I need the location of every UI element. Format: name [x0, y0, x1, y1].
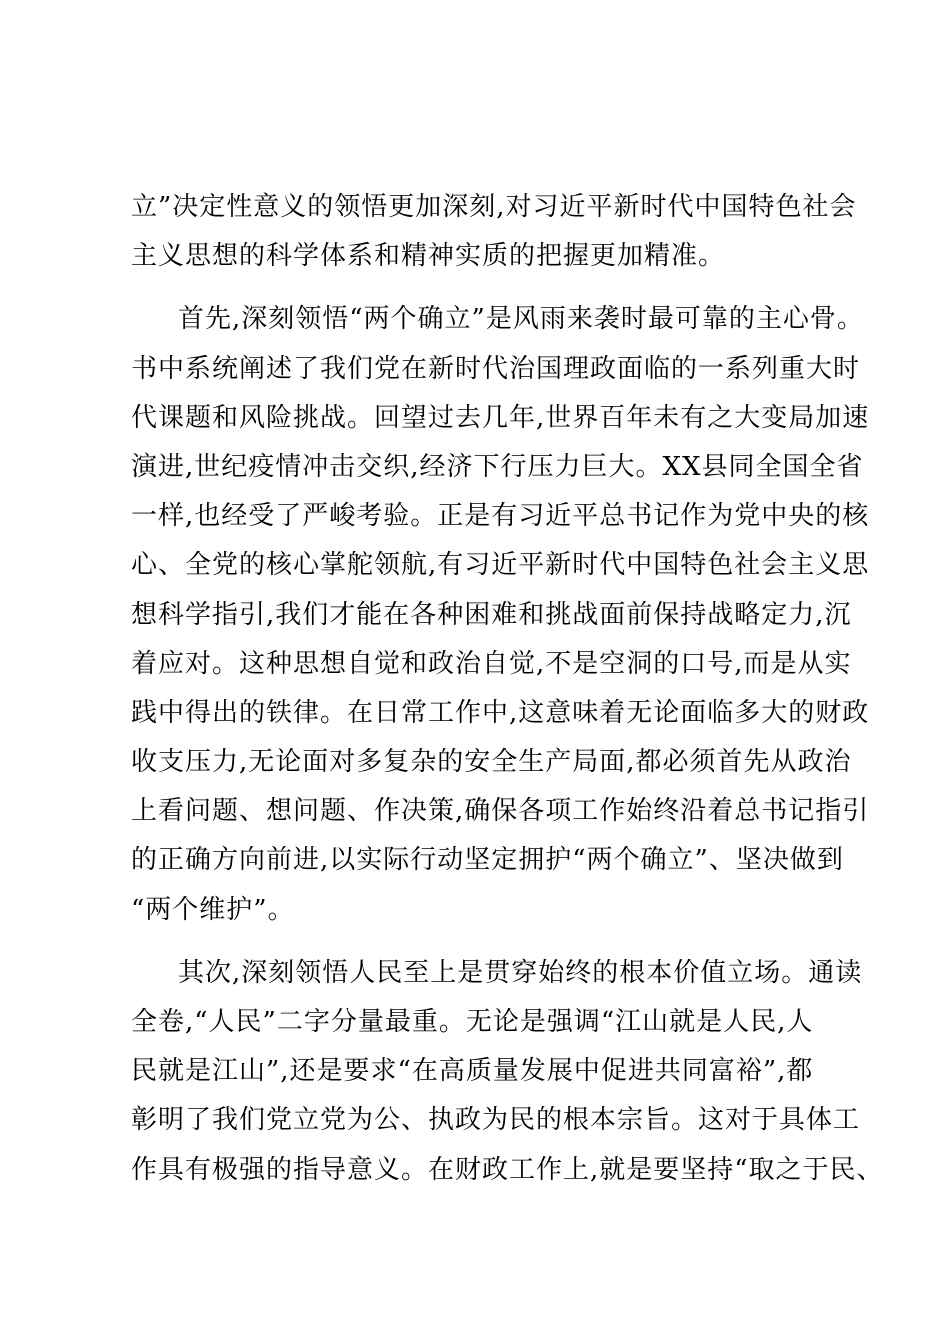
text-line: 全卷,“人民”二字分量最重。无论是强调“江山就是人民,人 — [131, 1007, 814, 1037]
document-body — [131, 183, 884, 1195]
text-line: 作具有极强的指导意义。在财政工作上,就是要坚持“取之于民、 — [131, 1154, 884, 1185]
text-line: 上看问题、想问题、作决策,确保各项工作始终沿着总书记指引 — [131, 796, 870, 827]
text-line: 收支压力,无论面对多复杂的安全生产局面,都必须首先从政治 — [131, 747, 852, 778]
paragraph-1 — [131, 183, 857, 281]
paragraph-2 — [131, 295, 870, 934]
text-line: 的正确方向前进,以实际行动坚定拥护“两个确立”、坚决做到 — [131, 845, 844, 876]
text-line: 书中系统阐述了我们党在新时代治国理政面临的一系列重大时 — [131, 353, 861, 384]
text-line: 其次,深刻领悟人民至上是贯穿始终的根本价值立场。通读 — [178, 957, 863, 988]
text-line: 想科学指引,我们才能在各种困难和挑战面前保持战略定力,沉 — [131, 599, 852, 630]
text-line: 首先,深刻领悟“两个确立”是风雨来袭时最可靠的主心骨。 — [178, 304, 864, 335]
text-line: “两个维护”。 — [131, 894, 295, 925]
text-line: 彰明了我们党立党为公、执政为民的根本宗旨。这对于具体工 — [131, 1105, 861, 1136]
text-line: 践中得出的铁律。在日常工作中,这意味着无论面临多大的财政 — [131, 697, 870, 728]
text-line: 立”决定性意义的领悟更加深刻,对习近平新时代中国特色社会 — [131, 192, 857, 222]
paragraph-spacer — [131, 281, 851, 295]
paragraph-3 — [131, 949, 884, 1195]
paragraph-spacer — [131, 935, 851, 949]
text-line: 主义思想的科学体系和精神实质的把握更加精准。 — [131, 241, 726, 272]
text-line: 心、全党的核心掌舵领航,有习近平新时代中国特色社会主义思 — [131, 550, 870, 581]
text-line: 民就是江山”,还是要求“在高质量发展中促进共同富裕”,都 — [131, 1056, 814, 1087]
text-line: 一样,也经受了严峻考验。正是有习近平总书记作为党中央的核 — [131, 501, 870, 532]
text-line: 代课题和风险挑战。回望过去几年,世界百年未有之大变局加速 — [131, 402, 870, 433]
text-line: 着应对。这种思想自觉和政治自觉,不是空洞的口号,而是从实 — [131, 648, 852, 679]
text-line: 演进,世纪疫情冲击交织,经济下行压力巨大。XX县同全国全省 — [131, 451, 864, 482]
